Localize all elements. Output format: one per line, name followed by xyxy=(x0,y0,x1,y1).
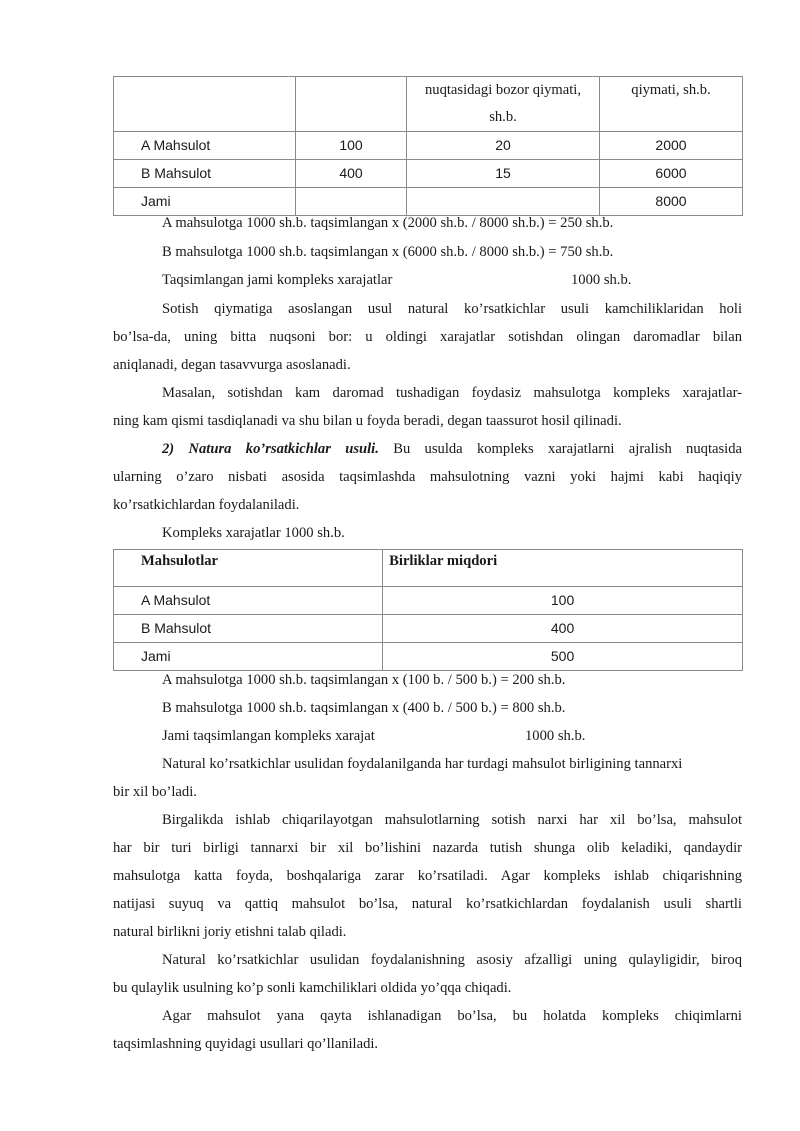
paragraph-line: natural birlikni joriy etishni talab qiladi. xyxy=(113,924,347,940)
formula-line: A mahsulotga 1000 sh.b. taqsimlangan x (100 b. / 500 b.) = 200 sh.b. xyxy=(162,672,566,688)
table-header-row xyxy=(114,550,743,587)
paragraph-line: taqsimlashning quyidagi usullari qo’llaniladi. xyxy=(113,1036,379,1052)
header-cell: Birliklar miqdori xyxy=(383,550,743,587)
table-cell: 400 xyxy=(383,615,743,643)
paragraph-line: har bir turi birligi tannarxi bir xil bo’lishini nazarda tutish shunga olib keladiki, qandaydir xyxy=(113,840,742,856)
paragraph-line: bu qulaylik usulning ko’p sonli kamchiliklari oldida yo’qqa chiqadi. xyxy=(113,980,512,996)
table-cell xyxy=(407,188,600,216)
formula-line: Taqsimlangan jami kompleks xarajatlar xyxy=(162,272,393,288)
table-cell: B Mahsulot xyxy=(114,615,383,643)
formula-line: A mahsulotga 1000 sh.b. taqsimlangan x (2000 sh.b. / 8000 sh.b.) = 250 sh.b. xyxy=(162,215,614,231)
table-cell: 400 xyxy=(296,160,407,188)
table-row xyxy=(114,160,743,188)
table-cell: Jami xyxy=(114,643,383,671)
paragraph-line: aniqlanadi, degan tasavvurga asoslanadi. xyxy=(113,357,351,373)
header-cell: qiymati, sh.b. xyxy=(600,77,743,132)
allocation-table-sales-value xyxy=(113,76,743,216)
table-cell: 100 xyxy=(296,132,407,160)
table-row xyxy=(114,188,743,216)
formula-line: B mahsulotga 1000 sh.b. taqsimlangan x (6000 sh.b. / 8000 sh.b.) = 750 sh.b. xyxy=(162,244,614,260)
table-row xyxy=(114,132,743,160)
paragraph-line: Sotish qiymatiga asoslangan usul natural ko’rsatkichlar usuli kamchiliklaridan holi xyxy=(162,301,742,317)
paragraph-line: Birgalikda ishlab chiqarilayotgan mahsulotlarning sotish narxi har xil bo’lsa, mahsulot xyxy=(162,812,742,828)
table-cell: A Mahsulot xyxy=(114,132,296,160)
table-cell: Jami xyxy=(114,188,296,216)
header-cell-line: nuqtasidagi bozor qiymati, xyxy=(424,82,582,98)
header-cell: Mahsulotlar xyxy=(114,550,383,587)
paragraph-line: bo’lsa-da, uning bitta nuqsoni bor: u oldingi xarajatlar sotishdan olingan daromadlar bilan xyxy=(113,329,742,345)
paragraph-line: Natural ko’rsatkichlar usulidan foydalanilganda har turdagi mahsulot birligining tannarxi xyxy=(162,756,683,772)
table-row xyxy=(114,615,743,643)
paragraph-line: bir xil bo’ladi. xyxy=(113,784,197,800)
paragraph-line: ning kam qismi tasdiqlanadi va shu bilan u foyda beradi, degan taassurot hosil qilinadi. xyxy=(113,413,622,429)
table-cell: 15 xyxy=(407,160,600,188)
formula-line: Jami taqsimlangan kompleks xarajat xyxy=(162,728,375,744)
paragraph-line: natijasi suyuq va qattiq mahsulot bo’lsa, natural ko’rsatkichlardan foydalanish usuli shartli xyxy=(113,896,742,912)
paragraph-line: Natural ko’rsatkichlar usulidan foydalanishning asosiy afzalligi uning qulayligidir, biroq xyxy=(162,952,742,968)
allocation-table-natural-units xyxy=(113,549,743,671)
header-cell xyxy=(296,77,407,132)
paragraph-text: Bu usulda kompleks xarajatlarni ajralish nuqtasida xyxy=(378,441,742,457)
paragraph-line: ko’rsatkichlardan foydalaniladi. xyxy=(113,497,300,513)
paragraph-line: Agar mahsulot yana qayta ishlanadigan bo’lsa, bu holatda kompleks chiqimlarni xyxy=(162,1008,742,1024)
header-cell-line: sh.b. xyxy=(489,109,517,125)
formula-value: 1000 sh.b. xyxy=(571,272,632,288)
header-cell xyxy=(407,77,600,132)
paragraph-line: ularning o’zaro nisbati asosida taqsimlashda mahsulotning vazni yoki hajmi kabi haqiqiy xyxy=(113,469,742,485)
paragraph-line: Masalan, sotishdan kam daromad tushadigan foydasiz mahsulotga kompleks xarajatlar- xyxy=(162,385,742,401)
formula-value: 1000 sh.b. xyxy=(525,728,586,744)
table-cell: 20 xyxy=(407,132,600,160)
table-row xyxy=(114,643,743,671)
table-cell: 2000 xyxy=(600,132,743,160)
formula-line: Kompleks xarajatlar 1000 sh.b. xyxy=(162,525,345,541)
header-cell xyxy=(114,77,296,132)
table-cell xyxy=(296,188,407,216)
table-header-row xyxy=(114,77,743,132)
table-row xyxy=(114,587,743,615)
table-cell: B Mahsulot xyxy=(114,160,296,188)
section-heading: 2) Natura ko’rsatkichlar usuli. xyxy=(162,441,379,457)
table-cell: 8000 xyxy=(600,188,743,216)
paragraph-line xyxy=(162,441,742,458)
table-cell: 500 xyxy=(383,643,743,671)
formula-line: B mahsulotga 1000 sh.b. taqsimlangan x (400 b. / 500 b.) = 800 sh.b. xyxy=(162,700,566,716)
paragraph-line: mahsulotga katta foyda, boshqalariga zarar ko’rsatiladi. Agar kompleks ishlab chiqarishning xyxy=(113,868,742,884)
table-cell: 6000 xyxy=(600,160,743,188)
table-cell: 100 xyxy=(383,587,743,615)
table-cell: A Mahsulot xyxy=(114,587,383,615)
